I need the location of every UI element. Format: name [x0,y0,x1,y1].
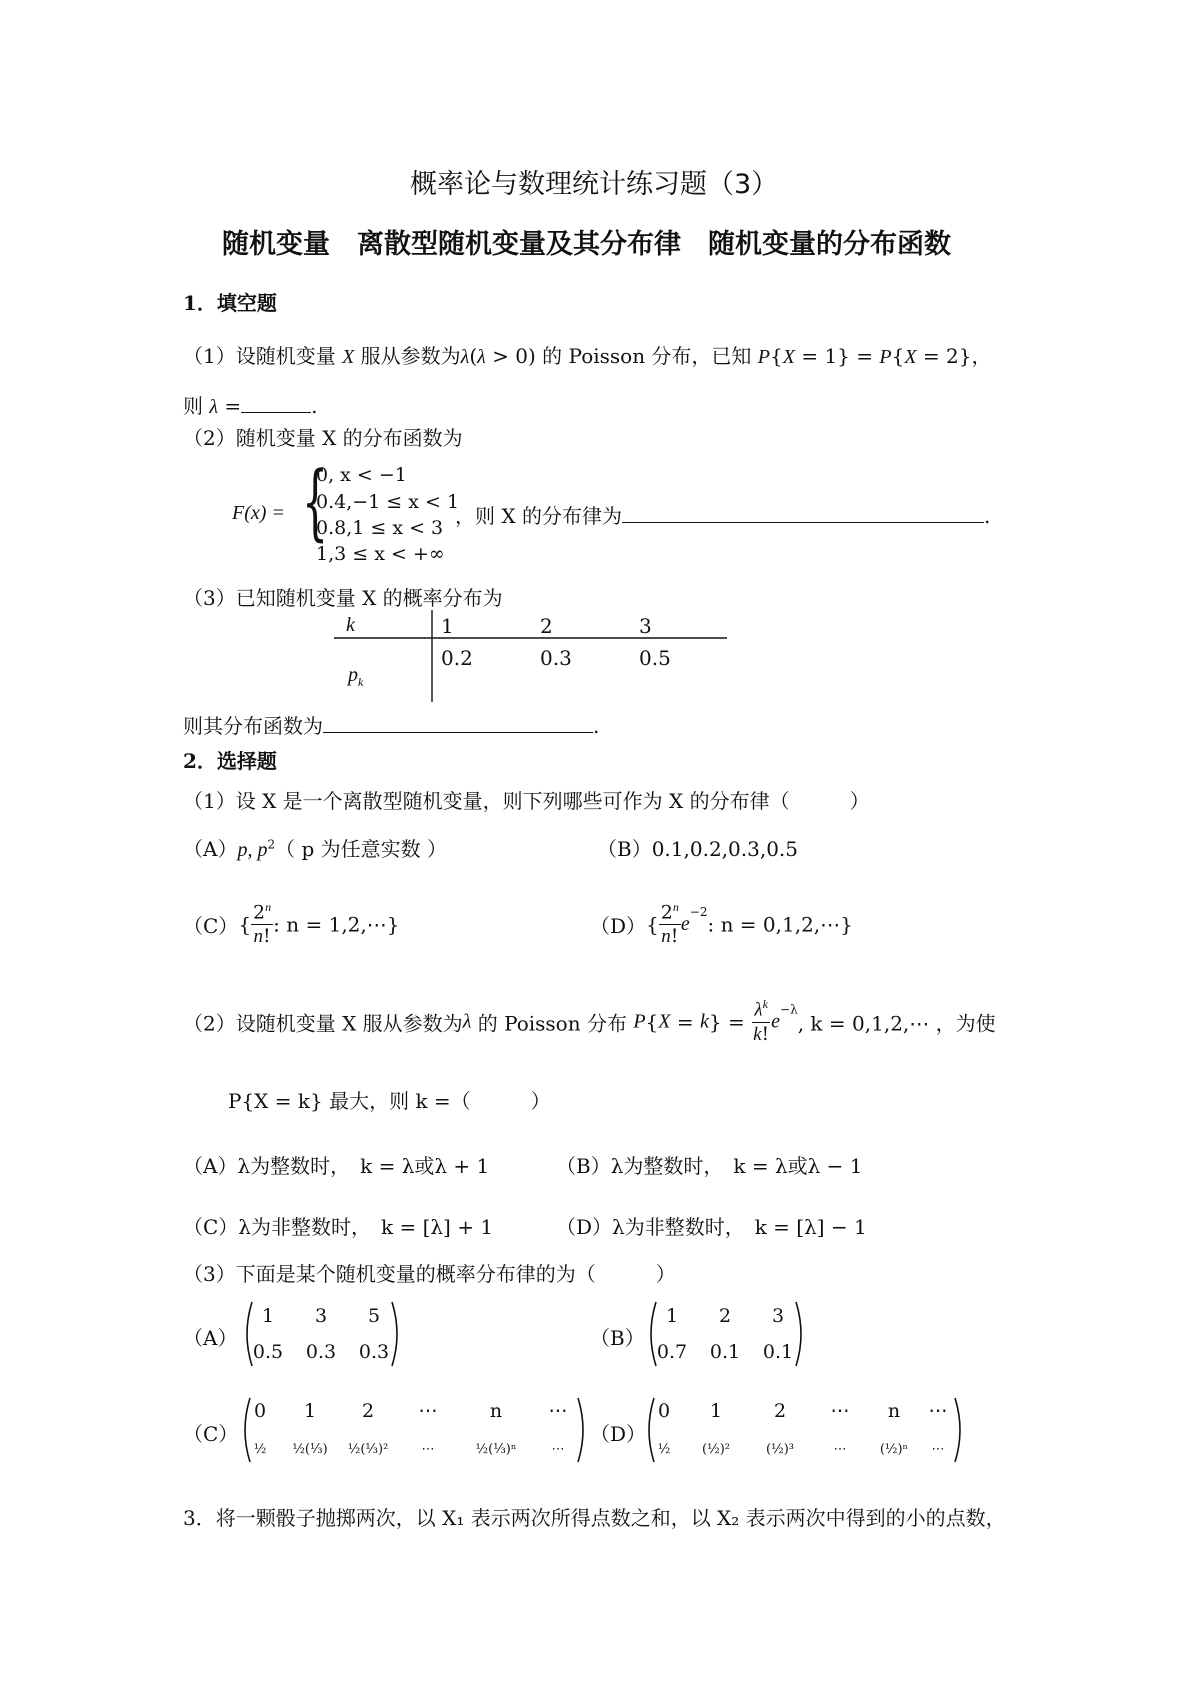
s1-q3-k-label: k [346,614,355,636]
page-subtitle: 随机变量 离散型随机变量及其分布律 随机变量的分布函数 [222,229,951,260]
s2-q2-option-a: （A）λ为整数时， k = λ或λ + 1 [183,1154,490,1178]
s2-q1-option-a: （A）p, $p^2$（ p 为任意实数 ） [183,837,447,861]
s1-q3-p-2: 0.3 [540,646,572,670]
s1-q3-k-1: 1 [441,614,454,638]
s1-q2-F: F(x) = [232,502,285,524]
section2-heading: 2．选择题 [183,749,277,773]
s1-q3-p-label: $p_k$ [348,664,364,689]
s1-q3-text: （3）已知随机变量 X 的概率分布为 [183,586,503,610]
s1-q2-brace: { [302,455,329,550]
page-title: 概率论与数理统计练习题（3） [410,169,779,200]
s2-q1-text: （1）设 X 是一个离散型随机变量，则下列哪些可作为 X 的分布律（ ） [183,789,870,813]
s2-q2-option-d: （D）λ为非整数时， k = [λ] − 1 [556,1215,867,1239]
s1-q1-line1: （1）设随机变量 X 服从参数为λ(λ > 0) 的 Poisson 分布，已知 P{X = 1} = P{X = 2}， [183,344,992,368]
s2-q2-option-c: （C）λ为非整数时， k = [λ] + 1 [183,1215,494,1239]
s2-q3-text: （3）下面是某个随机变量的概率分布律的为（ ） [183,1262,676,1286]
s1-q3-after: 则其分布函数为 . [183,714,600,738]
s1-q3-p-1: 0.2 [441,646,473,670]
s2-q3-option-a-label: （A） [183,1326,238,1350]
s1-q2-case-2: 0.4,−1 ≤ x < 1 [316,491,460,513]
s2-q1-option-c: （C）{ $\frac{2^n}{n!}$ : n = 1,2,⋯} [183,900,400,948]
s2-q3-option-c-label: （C） [183,1422,239,1446]
s2-q2-line1: （2）设随机变量 X 服从参数为λ 的 Poisson 分布 P{X = k} = $\frac{\lambda^k}{k!}$ $e^{-\lambda}$, k = 0,1,2,⋯ ，为使 [183,997,996,1046]
s1-q3-p-3: 0.5 [639,646,671,670]
s2-q3-option-b-label: （B） [590,1326,645,1350]
s1-q2-case-4: 1,3 ≤ x < +∞ [316,543,445,565]
s1-q3-k-3: 3 [639,614,652,638]
section1-heading: 1．填空题 [183,291,277,315]
s1-q3-k-2: 2 [540,614,553,638]
s2-q1-option-b: （B）0.1,0.2,0.3,0.5 [597,837,798,861]
s1-q1-line2: 则 λ = . [183,394,318,418]
s2-q3-option-d-label: （D） [590,1422,647,1446]
section3-text: 3．将一颗骰子抛掷两次，以 X₁ 表示两次所得点数之和，以 X₂ 表示两次中得到的小的点数， [183,1506,1006,1530]
s1-q2-case-3: 0.8,1 ≤ x < 3 [316,517,444,539]
s1-q2-text: （2）随机变量 X 的分布函数为 [183,426,463,450]
s2-q1-option-d: （D）{ $\frac{2^n}{n!}$ $e^{-2}$: n = 0,1,2,⋯} [590,900,853,948]
s1-q2-after: ，则 X 的分布律为 . [455,504,991,528]
s1-q2-case-1: 0, x < −1 [316,464,407,486]
s2-q2-option-b: （B）λ为整数时， k = λ或λ − 1 [556,1154,863,1178]
s2-q2-line2: P{X = k} 最大，则 k =（ ） [228,1089,551,1113]
